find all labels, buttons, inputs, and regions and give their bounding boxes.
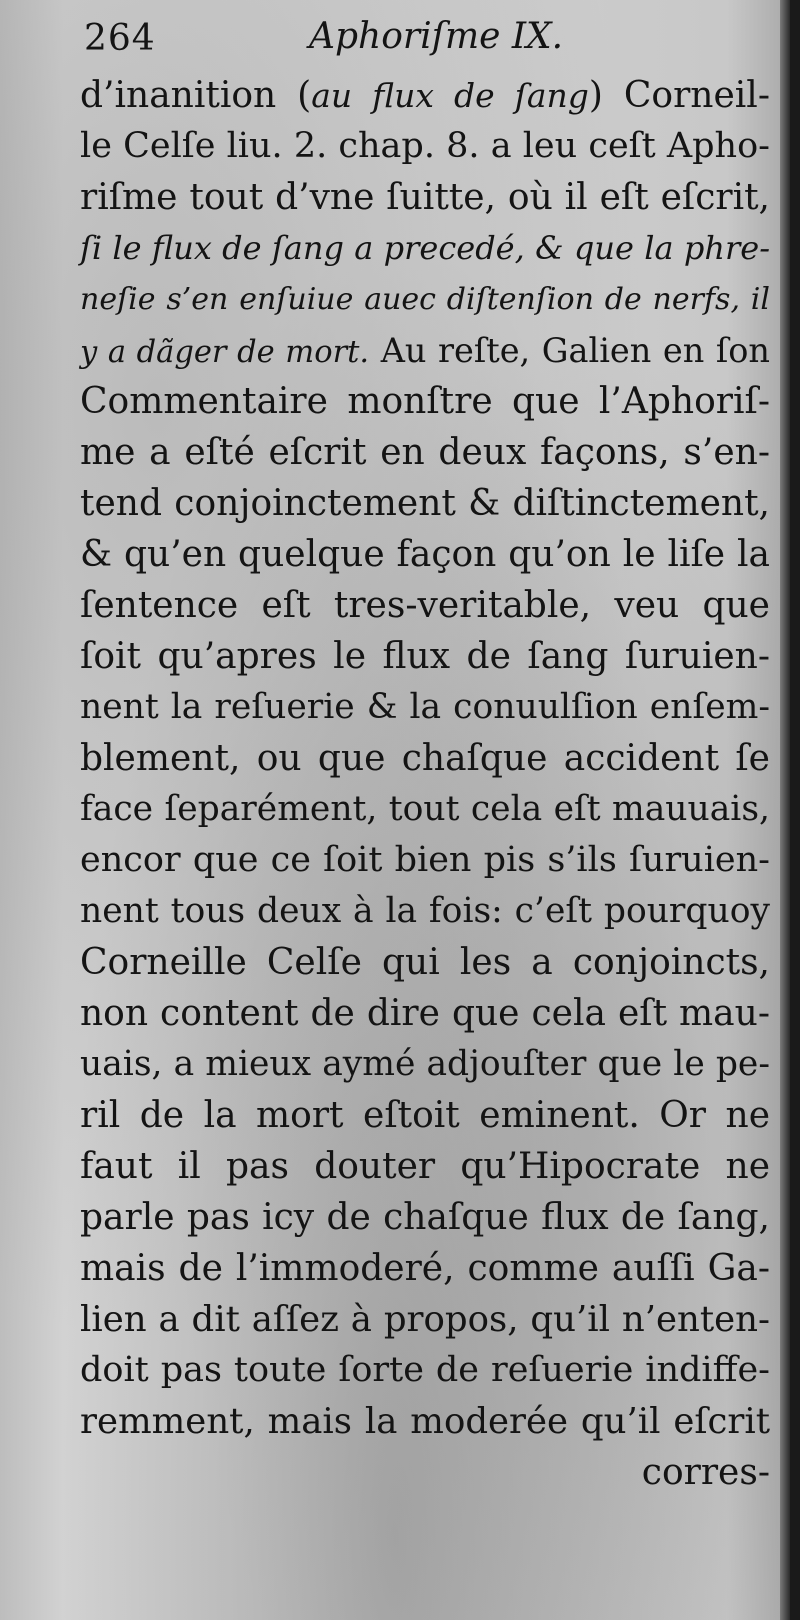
text-line: y a dãger de mort. Au reſte, Galien en ſon bbox=[80, 331, 770, 370]
body-text bbox=[80, 70, 770, 1498]
text-line-italic: ſi le flux de ſang a precedé, & que la phre- bbox=[80, 229, 770, 267]
text-line: face ſeparément, tout cela eſt mauuais, bbox=[80, 789, 770, 829]
text-line: Commentaire monſtre que l’Aphoriſ- bbox=[80, 381, 770, 422]
text-line: encor que ce ſoit bien pis s’ils ſuruien- bbox=[80, 840, 770, 880]
text-line: lien a dit aſſez à propos, qu’il n’enten- bbox=[80, 1299, 770, 1340]
text-line: non content de dire que cela eſt mau- bbox=[80, 993, 770, 1034]
page-edge-shadow bbox=[780, 0, 790, 1620]
running-title: Aphoriſme IX. bbox=[309, 16, 564, 57]
text-line: riſme tout d’vne ſuitte, où il eſt eſcrit, bbox=[80, 177, 770, 218]
text-line: ſentence eſt tres-veritable, veu que bbox=[80, 585, 770, 626]
page-number: 264 bbox=[84, 18, 156, 59]
text-line: faut il pas douter qu’Hipocrate ne bbox=[80, 1146, 770, 1187]
text-line: le Celſe liu. 2. chap. 8. a leu ceſt Apho- bbox=[80, 126, 770, 166]
text-line: me a eſté eſcrit en deux façons, s’en- bbox=[80, 432, 770, 473]
text-line: uais, a mieux aymé adjouſter que le pe- bbox=[80, 1044, 770, 1084]
text-line-italic: neſie s’en enſuiue auec diſtenſion de nerfs, il bbox=[80, 282, 770, 317]
text-line: blement, ou que chaſque accident ſe bbox=[80, 738, 770, 779]
text-line: d’inanition (au flux de ſang) Corneil- bbox=[80, 75, 770, 116]
text-line: nent tous deux à la fois: c’eſt pourquoy bbox=[80, 891, 770, 931]
text-line: mais de l’immoderé, comme auſſi Ga- bbox=[80, 1248, 770, 1289]
text-line: tend conjoinctement & diſtinctement, bbox=[80, 483, 770, 524]
text-line: ſoit qu’apres le flux de ſang ſuruien- bbox=[80, 636, 770, 677]
catchword: corres- bbox=[641, 1452, 770, 1493]
running-head bbox=[84, 12, 750, 72]
text-line: & qu’en quelque façon qu’on le liſe la bbox=[80, 534, 770, 575]
text-line: remment, mais la moderée qu’il eſcrit bbox=[80, 1401, 770, 1442]
text-line: nent la reſuerie & la conuulſion enſem- bbox=[80, 687, 770, 727]
text-line: ril de la mort eſtoit eminent. Or ne bbox=[80, 1095, 770, 1136]
text-line: doit pas toute ſorte de reſuerie indiffe- bbox=[80, 1350, 770, 1390]
text-line: Corneille Celſe qui les a conjoincts, bbox=[80, 942, 770, 983]
text-line: parle pas icy de chaſque flux de ſang, bbox=[80, 1197, 770, 1238]
